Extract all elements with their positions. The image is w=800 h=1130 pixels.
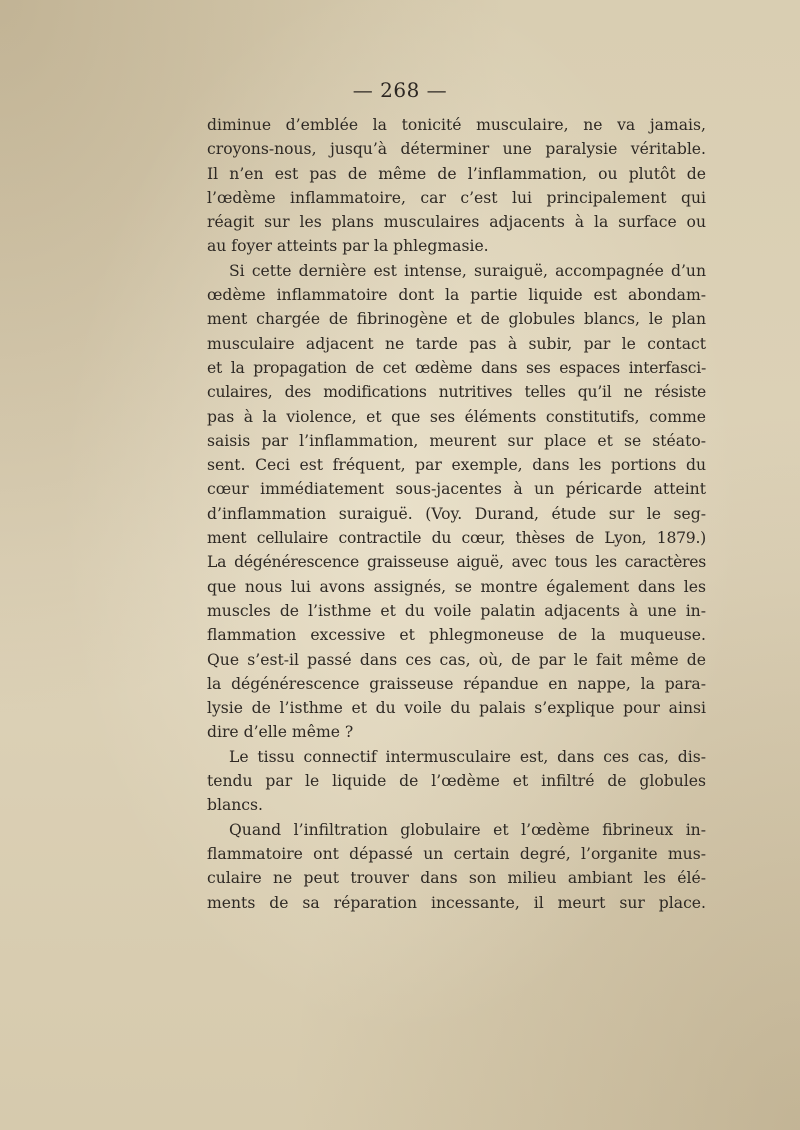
- body-text: [207, 113, 706, 915]
- text-line: culaire ne peut trouver dans son milieu ambiant les élé-: [207, 869, 706, 888]
- text-line: ments de sa réparation incessante, il meurt sur place.: [207, 893, 706, 912]
- text-line: tendu par le liquide de l’œdème et infiltré de globules: [207, 772, 706, 791]
- text-line: lysie de l’isthme et du voile du palais s’explique pour ainsi: [207, 699, 706, 718]
- text-line: saisis par l’inflammation, meurent sur place et se stéato-: [207, 431, 706, 450]
- text-line: dire d’elle même ?: [207, 723, 354, 742]
- text-line: Que s’est-il passé dans ces cas, où, de par le fait même de: [207, 650, 706, 669]
- text-line: culaires, des modifications nutritives telles qu’il ne résiste: [207, 383, 706, 402]
- text-line: l’œdème inflammatoire, car c’est lui principalement qui: [207, 188, 706, 207]
- text-line: cœur immédiatement sous-jacentes à un péricarde atteint: [207, 480, 706, 499]
- text-line: croyons-nous, jusqu’à déterminer une paralysie véritable.: [207, 140, 706, 159]
- text-line: au foyer atteints par la phlegmasie.: [207, 237, 489, 256]
- text-line: La dégénérescence graisseuse aiguë, avec tous les caractères: [207, 553, 706, 572]
- text-line: pas à la violence, et que ses éléments constitutifs, comme: [207, 407, 706, 426]
- text-line: Il n’en est pas de même de l’inflammation, ou plutôt de: [207, 164, 706, 183]
- page-number: — 268 —: [352, 78, 448, 102]
- text-line: blancs.: [207, 796, 264, 815]
- text-line: Quand l’infiltration globulaire et l’œdème fibrineux in-: [229, 820, 706, 839]
- text-line: ment cellulaire contractile du cœur, thèses de Lyon, 1879.): [207, 529, 706, 548]
- text-line: que nous lui avons assignés, se montre également dans les: [207, 577, 706, 596]
- text-line: diminue d’emblée la tonicité musculaire, ne va jamais,: [207, 116, 706, 134]
- text-line: Le tissu connectif intermusculaire est, dans ces cas, dis-: [229, 747, 706, 766]
- text-line: la dégénérescence graisseuse répandue en nappe, la para-: [207, 674, 706, 693]
- text-line: muscles de l’isthme et du voile palatin adjacents à une in-: [207, 601, 706, 620]
- text-line: sent. Ceci est fréquent, par exemple, dans les portions du: [207, 456, 706, 475]
- text-line: flammation excessive et phlegmoneuse de la muqueuse.: [207, 626, 706, 645]
- text-line: œdème inflammatoire dont la partie liquide est abondam-: [207, 286, 706, 305]
- text-line: et la propagation de cet œdème dans ses espaces interfasci-: [207, 358, 706, 377]
- text-line: ment chargée de fibrinogène et de globules blancs, le plan: [207, 310, 706, 329]
- text-line: Si cette dernière est intense, suraiguë, accompagnée d’un: [229, 261, 706, 280]
- text-line: flammatoire ont dépassé un certain degré, l’organite mus-: [207, 844, 706, 863]
- text-line: d’inflammation suraiguë. (Voy. Durand, étude sur le seg-: [207, 504, 706, 523]
- text-line: réagit sur les plans musculaires adjacents à la surface ou: [207, 213, 706, 232]
- text-line: musculaire adjacent ne tarde pas à subir, par le contact: [207, 334, 706, 353]
